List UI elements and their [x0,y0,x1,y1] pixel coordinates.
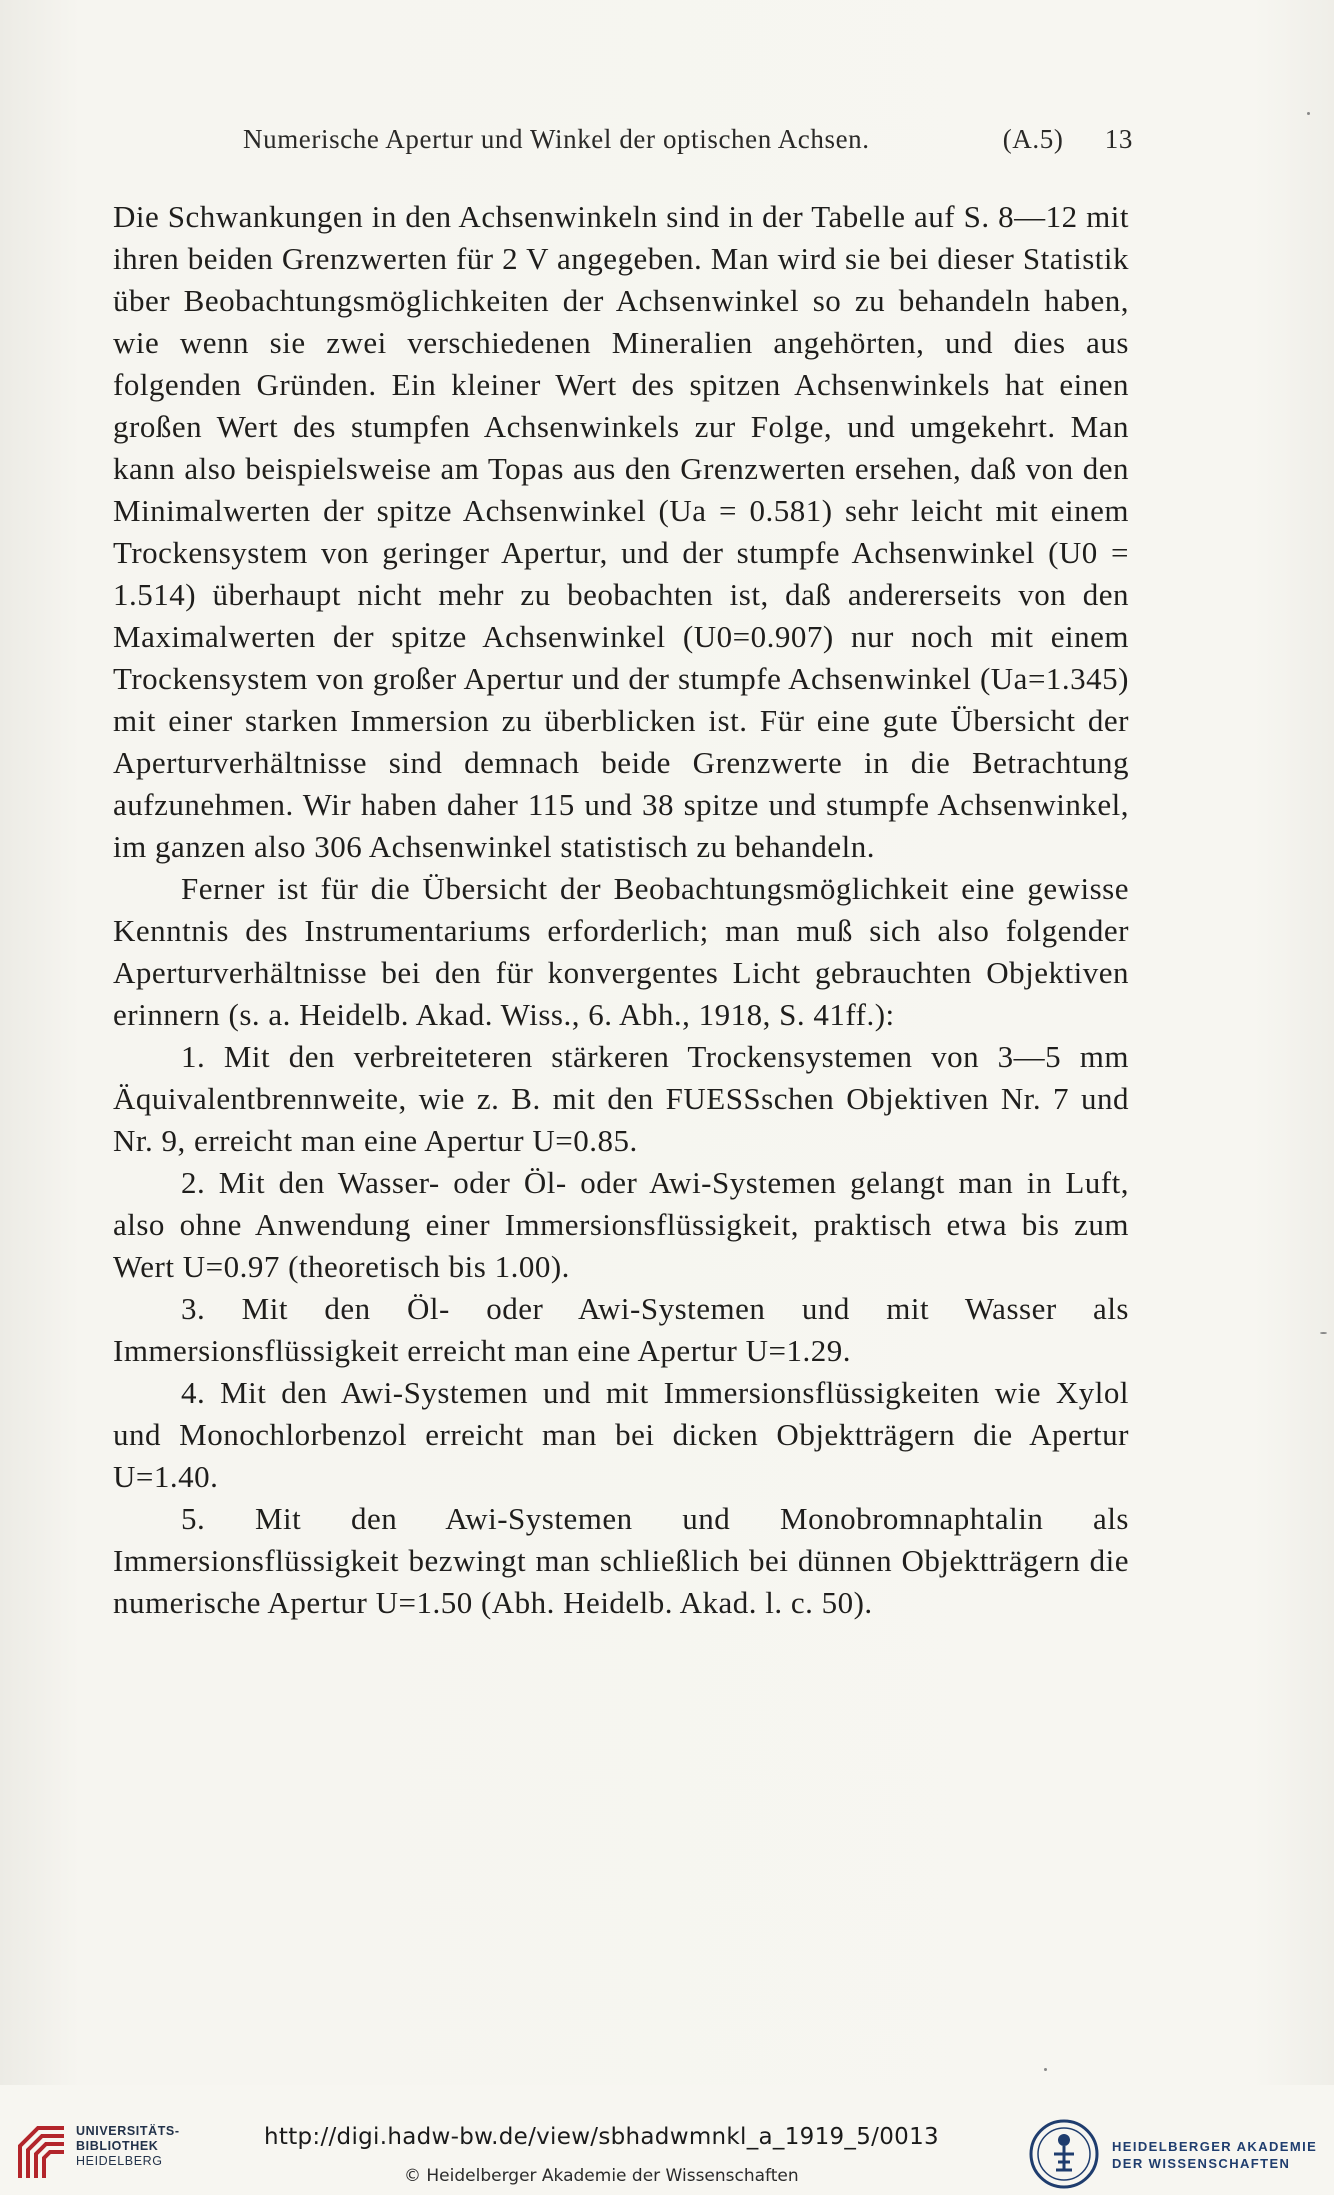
academy-name: HEIDELBERGER AKADEMIE DER WISSENSCHAFTEN [1112,2139,1318,2171]
page-number: 13 [1104,124,1133,154]
paragraph: Ferner ist für die Übersicht der Beobachtungsmöglichkeit eine gewisse Kenntnis des Instrumentariums erforderlich; man muß sich also folgender Aperturverhältnisse bei den für konvergentes Licht gebrauchten Objektiven erinnern (s. a. Heidelb. Akad. Wiss., 6. Abh., 1918, S. 41ff.): [113,871,1129,1032]
copyright-notice: © Heidelberger Akademie der Wissenschaften [404,2166,799,2186]
section-number: (A.5) [1002,124,1064,154]
running-head-title: Numerische Apertur und Winkel der optischen Achsen. [243,124,870,154]
list-item: 1. Mit den verbreiteteren stärkeren Trockensystemen von 3—5 mm Äquivalentbrennweite, wie z. B. mit den FUESSschen Objektiven Nr. 7 und Nr. 9, erreicht man eine Apertur U=0.85. [113,1039,1129,1158]
scan-speck [1307,112,1310,115]
source-url-link[interactable]: http://digi.hadw-bw.de/view/sbhadwmnkl_a_1919_5/0013 [264,2124,939,2150]
list-item: 4. Mit den Awi-Systemen und mit Immersionsflüssigkeiten wie Xylol und Monochlorbenzol erreicht man bei dicken Objektträgern die Apertur U=1.40. [113,1375,1129,1494]
list-item: 2. Mit den Wasser- oder Öl- oder Awi-Systemen gelangt man in Luft, also ohne Anwendung einer Immersionsflüssigkeit, praktisch etwa bis zum Wert U=0.97 (theoretisch bis 1.00). [113,1165,1129,1284]
university-library-logo-icon [16,2124,68,2182]
running-head [243,124,1133,155]
scan-speck [1320,1332,1327,1334]
list-item: 5. Mit den Awi-Systemen und Monobromnaphtalin als Immersionsflüssigkeit bezwingt man schließlich bei dünnen Objektträgern die numerische Apertur U=1.50 (Abh. Heidelb. Akad. l. c. 50). [113,1501,1129,1620]
list-item: 3. Mit den Öl- oder Awi-Systemen und mit Wasser als Immersionsflüssigkeit erreicht man eine Apertur U=1.29. [113,1291,1129,1368]
library-name: UNIVERSITÄTS- BIBLIOTHEK HEIDELBERG [76,2124,180,2168]
paragraph: Die Schwankungen in den Achsenwinkeln sind in der Tabelle auf S. 8—12 mit ihren beiden Grenzwerten für 2 V angegeben. Man wird sie bei dieser Statistik über Beobachtungsmöglichkeiten der Achsenwinkel so zu behandeln haben, wie wenn sie zwei verschiedenen Mineralien angehörten, und dies aus folgenden Gründen. Ein kleiner Wert des spitzen Achsenwinkels hat einen großen Wert des stumpfen Achsenwinkels zur Folge, und umgekehrt. Man kann also beispielsweise am Topas aus den Grenzwerten ersehen, daß von den Minimalwerten der spitze Achsenwinkel (Ua = 0.581) sehr leicht mit einem Trockensystem von geringer Apertur, und der stumpfe Achsenwinkel (U0 = 1.514) überhaupt nicht mehr zu beobachten ist, daß andererseits von den Maximalwerten der spitze Achsenwinkel (U0=0.907) nur noch mit einem Trockensystem von großer Apertur und der stumpfe Achsenwinkel (Ua=1.345) mit einer starken Immersion zu überblicken ist. Für eine gute Übersicht der Aperturverhältnisse sind demnach beide Grenzwerte in die Betrachtung aufzunehmen. Wir haben daher 115 und 38 spitze und stumpfe Achsenwinkel, im ganzen also 306 Achsenwinkel statistisch zu behandeln. [113,199,1129,864]
body-text [113,196,1129,1624]
academy-seal-icon [1028,2118,1100,2190]
scan-speck [1044,2068,1047,2071]
running-head-right [969,124,1133,155]
